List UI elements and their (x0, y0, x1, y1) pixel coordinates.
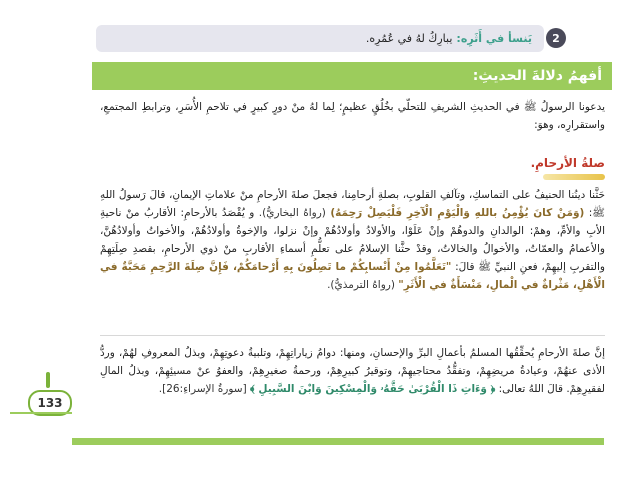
intro-paragraph: يدعونا الرسولُ ﷺ في الحديثِ الشريفِ للتحلّي بخُلُقٍ عظيمٍ؛ لِما لهُ منْ دورٍ كبيرٍ في تلاحمِ الأُسَرِ، وترابطِ المجتمعِ، واستقرارِه، وهوَ: (100, 101, 605, 131)
hadith-source-2: (رواهُ الترمذيُّ). (327, 279, 399, 291)
section-title: أفهمُ دلالةَ الحديثِ: (472, 68, 602, 84)
hadith-quote-2: "تَعَلَّمُوا مِنْ أَنْسابِكُمْ ما تَصِلُونَ بِهِ أَرْحامَكُمْ، فَإِنَّ صِلَةَ الرَّحِمِ مَحَبَّةٌ في الْأَهْلِ، مَثْراةٌ في الْمالِ، مَنْسَأَةٌ في الْأَثَرِ" (100, 261, 605, 291)
section-banner (92, 62, 612, 90)
paragraph-2 (100, 344, 605, 398)
hadith-source-1: (رواهُ البخاريُّ). (254, 207, 331, 219)
subheading: صلةُ الأرحامِ. (530, 156, 605, 170)
vocabulary-box (96, 25, 544, 52)
verse-source: [سورةُ الإسراءِ:26]. (158, 383, 251, 395)
paragraph-1 (100, 186, 605, 294)
bottom-rule-left (10, 412, 72, 414)
paragraph-2-text: إنَّ صلةَ الأرحامِ يُحقِّقُها المسلمُ بأعمالِ البرِّ والإحسانِ، ومنها: دوامُ زياراتِهِمْ، وتلبيةُ دعوتِهِمْ، وبذلُ المعروفِ لهُمْ، وردُّ الأذى عنهُمْ، وعيادةُ مريضِهِمْ، وتفقُّدُ محتاجيهِمْ، وتوقيرُ كبيرِهِمْ، ورحمةُ صغيرِهِمْ، والعفوُ عنْ مسيئِهِمْ، وبذلُ المالِ لفقيرِهِمْ. قالَ اللهُ تعالى: (100, 347, 605, 395)
hadith-quote-1: (وَمَنْ كانَ يُؤْمِنُ باللهِ وَالْيَوْمِ الْآخِرِ فَلْيَصِلْ رَحِمَهُ) (330, 207, 585, 219)
bottom-green-bar (72, 438, 604, 445)
page-number-tick (46, 372, 50, 388)
subheading-underline (543, 174, 605, 180)
paragraph-divider (100, 335, 605, 336)
paragraph-1-text-b: و يُقْصَدُ بالأرحامِ: الأقاربُ منْ ناحيةِ الأبِ والأمِّ، وهمْ: الوالدانِ والدوهُمْ وإنْ عَلَوْا، والأولادُ وأولادُهُمْ وإنْ نزلوا، والإخوةُ وأولادُهُمْ، والأخواتُ وأولادُهُنَّ، والأعمامُ والعمّاتُ، والأخوالُ والخالاتُ، وقدْ حثَّنا الإسلامُ على تعلُّمِ أسماءِ الأقاربِ منْ ذوي الأرحامِ، بقصدِ صِلَتِهِمْ والتقربِ إليهِمْ، فعنِ النبيِّ ﷺ قالَ: (100, 207, 605, 273)
vocabulary-definition: يبارِكُ لهُ في عُمُرِه. (365, 32, 453, 45)
paragraph-1-text-a: حَثَّنا دينُنا الحنيفُ على التماسكِ، وتآلفِ القلوبِ، بصلةِ أرحامِنا، فجعلَ صلةَ الأرحامِ منْ علاماتِ الإيمانِ، قالَ رَسولُ اللهِ ﷺ: (100, 189, 605, 219)
vocabulary-term: يَنسأ في أَثَرِه: (456, 32, 532, 45)
quran-verse: ﴿ وَءَاتِ ذَا الْقُرْبَىٰ حَقَّهُۥ وَالْمِسْكِينَ وَابْنَ السَّبِيلِ ﴾ (250, 383, 496, 395)
page-number: 133 (28, 390, 72, 416)
item-number-badge: 2 (546, 28, 566, 48)
